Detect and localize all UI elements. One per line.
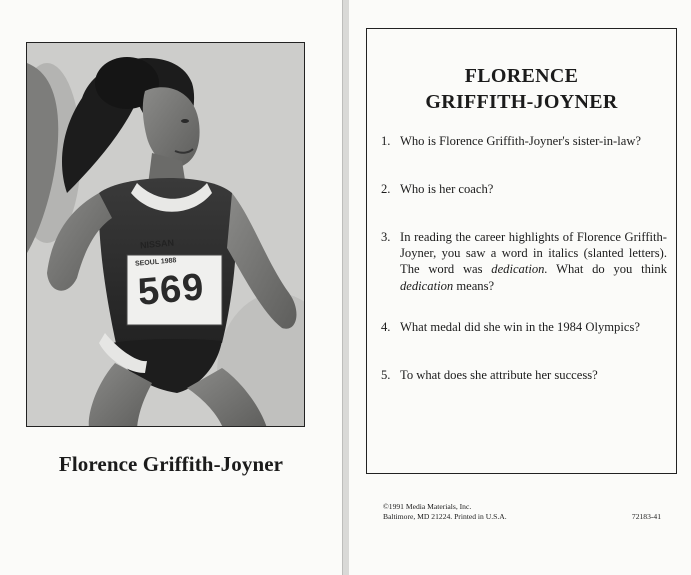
copyright-line2: Baltimore, MD 21224. Printed in U.S.A. (383, 512, 507, 521)
italic-word: dedication (400, 278, 454, 293)
question-title-line1: FLORENCE (464, 65, 579, 87)
product-code: 72183-41 (631, 512, 661, 521)
card-divider (342, 0, 343, 575)
question-number: 5. (381, 368, 391, 382)
question-title-line2: GRIFFITH-JOYNER (425, 91, 618, 113)
athlete-photo (26, 42, 305, 427)
question-number: 3. (381, 230, 391, 244)
question-number: 4. (381, 320, 391, 334)
question-text (400, 229, 667, 294)
italic-word: dedication. (491, 262, 548, 277)
question-text-part: means? (453, 278, 495, 293)
question-number: 2. (381, 182, 391, 196)
question-card (349, 0, 691, 575)
athlete-photo-card (0, 0, 342, 575)
question-text-part: What do you think (547, 262, 667, 277)
bib-sponsor-text: NISSAN (139, 237, 175, 251)
bib-city-text: SEOUL 1988 (134, 257, 177, 268)
question-text: Who is Florence Griffith-Joyner's sister-in-law? (400, 134, 642, 148)
copyright-line1: ©1991 Media Materials, Inc. (383, 502, 472, 511)
bib-number: 569 (136, 266, 207, 314)
question-box (366, 28, 677, 474)
athlete-name-caption: Florence Griffith-Joyner (58, 452, 284, 476)
copyright-notice (383, 502, 507, 522)
athlete-photo-illustration (27, 43, 305, 427)
question-text: What medal did she win in the 1984 Olympics? (400, 320, 640, 334)
question-text-part: In reading the career highlights of Florence Griffith-Joyner, you saw a word in italics (slanted letters). The word was (400, 230, 667, 277)
question-text: To what does she attribute her success? (400, 368, 598, 382)
question-number: 1. (381, 134, 391, 148)
question-text: Who is her coach? (400, 182, 494, 196)
